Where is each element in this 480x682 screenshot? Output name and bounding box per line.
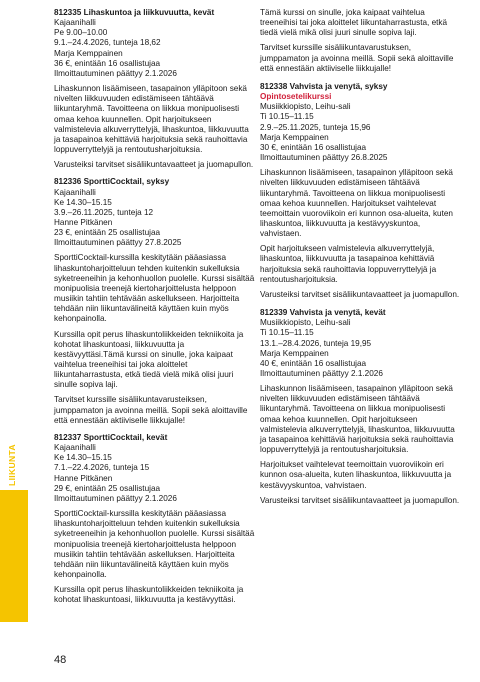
course-812339	[260, 308, 461, 506]
course-description: SporttiCocktail-kurssilla keskitytään pääasiassa lihaskuntoharjoitteluun tehden kuitenkin sukelluksia syketreeneihin ja kehonhuollon puolelle. Kurssi sisältää monipuolisia treenejä kiertoharjoittelusta helppoon musiikin tahtiin tehtävään askellukseen. Harjoitteita tehdään niin liikuntavälineitä käyttäen kuin myös kehonpainolla.	[54, 253, 255, 324]
course-teacher: Marja Kemppainen	[260, 132, 329, 142]
course-registration: Ilmoittautuminen päättyy 26.8.2025	[260, 153, 388, 163]
course-title: 812337 SporttiCocktail, kevät	[54, 432, 168, 442]
course-812338	[260, 82, 461, 300]
course-time: Ti 10.15–11.15	[260, 328, 314, 338]
course-location: Kajaanihalli	[54, 443, 96, 453]
course-price: 30 €, enintään 16 osallistujaa	[260, 142, 367, 152]
section-tab	[0, 490, 28, 622]
section-label: LIIKUNTA	[7, 444, 17, 486]
course-title: 812338 Vahvista ja venytä, syksy	[260, 81, 388, 91]
course-location: Kajaanihalli	[54, 18, 96, 28]
left-column	[54, 8, 255, 612]
course-registration: Ilmoittautuminen päättyy 2.1.2026	[54, 68, 177, 78]
course-location: Musiikkiopisto, Leihu-sali	[260, 318, 351, 328]
course-time: Ke 14.30–15.15	[54, 197, 112, 207]
course-description: Lihaskunnon lisäämiseen, tasapainon ylläpitoon sekä nivelten liikkuvuuden edistämiseen tähtäävä liikuntaryhmä. Tavoitteena on liikkua monipuolisesti omaa kehoa kuunnellen. Opit harjoitukseen valmistelevia alkuverryttelyjä, lihaskuntoa, liikkuvuutta ja tasapainoa kehittäviä harjoituksia sekä rauhoittavia loppuverryttelyjä ja rentoutusharjoituksia.	[260, 384, 455, 455]
course-location: Kajaanihalli	[54, 187, 96, 197]
course-equipment: Tarvitset kurssille sisäliikuntavarustuksen, jumppamaton ja avoinna meillä. Sopii sekä aloittaville että ennestään aktiiviselle liikkujalle!	[260, 43, 454, 73]
course-812335	[54, 8, 255, 170]
course-equipment: Varusteiksi tarvitset sisäliikuntavaatteet ja juomapullon.	[54, 160, 254, 170]
course-dates: 7.1.–22.4.2026, tunteja 15	[54, 463, 150, 473]
course-title: 812335 Lihaskuntoa ja liikkuvuutta, kevät	[54, 8, 215, 17]
course-price: 29 €, enintään 25 osallistujaa	[54, 483, 161, 493]
right-column	[260, 8, 461, 513]
course-equipment: Varusteiksi tarvitset sisäliikuntavaatteet ja juomapullon.	[260, 495, 460, 505]
course-812337	[54, 433, 255, 606]
course-price: 40 €, enintään 16 osallistujaa	[260, 358, 367, 368]
course-description: Opit harjoitukseen valmistelevia alkuverryttelyjä, lihaskuntoa, liikkuvuutta ja tasapainoa kehittäviä harjoituksia sekä rauhoittavia loppuverryttelyjä ja rentoutusharjoituksia.	[260, 244, 437, 284]
course-812336	[54, 177, 255, 426]
course-dates: 2.9.–25.11.2025, tunteja 15,96	[260, 122, 371, 132]
course-description: Harjoitukset vaihtelevat teemoittain vuoroviikoin eri kunnon osa-alueita, kuten lihaskuntoa, liikkuvuutta ja kestävyyskuntoa, vahvistaen.	[260, 460, 452, 490]
course-description: Lihaskunnon lisäämiseen, tasapainon ylläpitoon sekä nivelten liikkuvuuden edistämiseen tähtäävä liikuntaryhmä. Tavoitteena on liikkua monipuolisesti omaa kehoa kuunnellen. Opit harjoitukseen valmistelevia alkuverryttelyjä, lihaskuntoa, liikkuvuutta ja tasapainoa kehittäviä harjoituksia sekä rauhoittavia loppuverryttelyjä ja rentoutusharjoituksia.	[54, 84, 249, 155]
course-equipment: Varusteiksi tarvitset sisäliikuntavaatteet ja juomapullon.	[260, 289, 460, 299]
course-dates: 13.1.–28.4.2026, tunteja 19,95	[260, 338, 372, 348]
course-description: Tämä kurssi on sinulle, joka kaipaat vaihtelua treeneihisi tai joka aloittelet liikuntaharrastusta, etkä tiedä vielä mikä olisi juuri sinulle sopiva laji.	[260, 8, 448, 38]
course-teacher: Hanne Pitkänen	[54, 473, 113, 483]
course-price: 23 €, enintään 25 osallistujaa	[54, 228, 161, 238]
course-equipment: Tarvitset kurssille sisäliikuntavarusteiksen, jumppamaton ja avoinna meillä. Sopii sekä aloittaville että ennestään aktiiviselle liikkujalle!	[54, 395, 248, 425]
course-teacher: Hanne Pitkänen	[54, 217, 113, 227]
course-registration: Ilmoittautuminen päättyy 2.1.2026	[54, 493, 177, 503]
course-dates: 3.9.–26.11.2025, tunteja 12	[54, 207, 154, 217]
course-description: Kurssilla opit perus lihaskuntoliikkeiden tekniikoita ja kohotat lihaskuntoasi, liikkuvuutta ja kestävyyttäsi.	[54, 585, 244, 605]
course-time: Pe 9.00–10.00	[54, 28, 108, 38]
course-teacher: Marja Kemppainen	[54, 48, 123, 58]
course-location: Musiikkiopisto, Leihu-sali	[260, 102, 351, 112]
course-description: Lihaskunnon lisäämiseen, tasapainon ylläpitoon sekä nivelten liikkuvuuden edistämiseen tähtäävä liikuntaryhmä. Tavoitteena on liikkua monipuolisesti omaa kehoa kuunnellen. Harjoitukset vaihtelevat teemoittain vuoroviikoin eri kunnon osa-alueita, kuten lihaskuntoa, liikkuvuutta ja kestävyyskuntoa, vahvistaen.	[260, 168, 453, 239]
course-description: Kurssilla opit perus lihaskuntoliikkeiden tekniikoita ja kohotat lihaskuntoasi, liikkuvuutta ja kestävyyttäsi.Tämä kurssi on sinulle, joka kaipaat vaihtelua treeneihisi tai joka aloittelet liikuntaharrastusta, etkä tiedä vielä mikä olisi juuri sinulle sopiva laji.	[54, 329, 244, 390]
course-description: SporttiCocktail-kurssilla keskitytään pääasiassa lihaskuntoharjoitteluun tehden kuitenkin sukelluksia syketreeneihin ja kehonhuollon puolelle. Kurssi sisältää monipuolisia treenejä kiertoharjoittelusta helppoon musiikin tahtiin tehtävään askelluksen. Harjoitteita tehdään niin liikuntavälineitä käyttäen kuin myös kehonpainolla.	[54, 509, 255, 579]
course-title: 812339 Vahvista ja venytä, kevät	[260, 308, 386, 318]
course-812337-continued	[260, 8, 461, 74]
course-registration: Ilmoittautuminen päättyy 2.1.2026	[260, 369, 383, 378]
course-price: 36 €, enintään 16 osallistujaa	[54, 58, 161, 68]
course-dates: 9.1.–24.4.2026, tunteja 18,62	[54, 38, 161, 48]
course-time: Ti 10.15–11.15	[260, 112, 314, 122]
course-time: Ke 14.30–15.15	[54, 453, 112, 463]
voucher-course-label: Opintosetelikurssi	[260, 92, 332, 102]
course-title: 812336 SporttiCocktail, syksy	[54, 177, 170, 187]
course-registration: Ilmoittautuminen päättyy 27.8.2025	[54, 238, 182, 248]
page-number: 48	[54, 654, 67, 666]
course-teacher: Marja Kemppainen	[260, 348, 329, 358]
